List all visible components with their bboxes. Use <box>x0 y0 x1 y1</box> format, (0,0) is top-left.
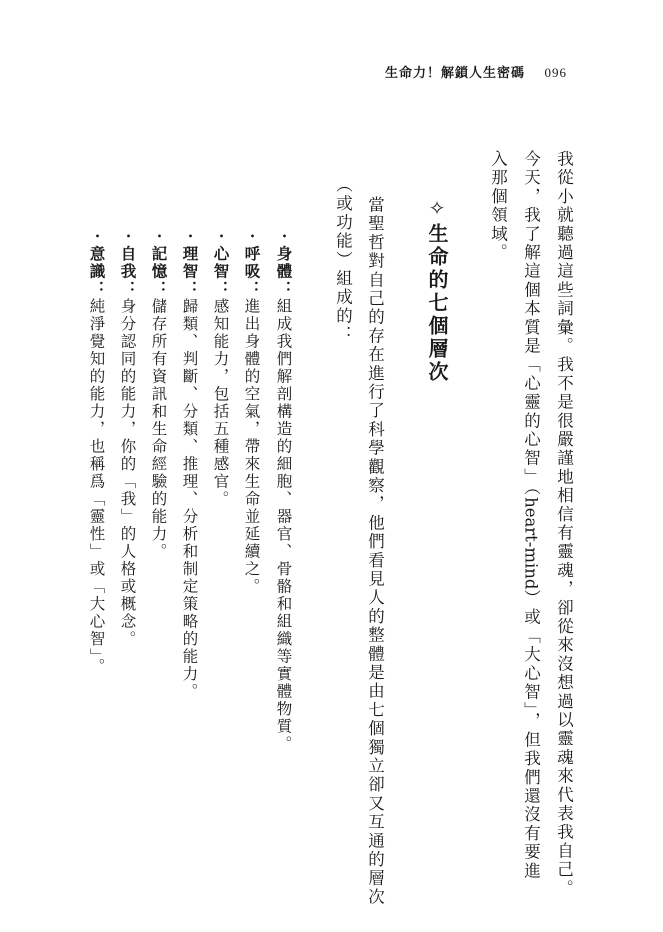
item-term: 理智： <box>180 245 199 298</box>
item-term: 記憶： <box>149 245 168 298</box>
running-header <box>385 62 567 81</box>
item-desc: 身分認同的能力，你的「我」的人格或概念。 <box>118 298 137 648</box>
item-desc: 感知能力，包括五種感官。 <box>211 298 230 508</box>
item-term: 呼吸： <box>242 245 261 298</box>
section-intro-line-2: （或功能）組成的： <box>333 176 353 345</box>
intro-line-2-latin: heart-mind <box>521 497 541 590</box>
bullet-icon: ・ <box>149 228 168 246</box>
item-term: 意識： <box>87 245 106 298</box>
list-item-memory <box>150 228 166 561</box>
list-item-body <box>275 228 291 753</box>
item-desc: 進出身體的空氣，帶來生命並延續之。 <box>242 298 261 596</box>
list-item-breath <box>243 228 259 596</box>
book-title: 生命力！解鎖人生密碼 <box>384 66 525 81</box>
bullet-icon: ・ <box>211 228 230 246</box>
item-desc: 組成我們解剖構造的細胞、器官、骨骼和組織等實體物質。 <box>274 298 293 753</box>
section-heading <box>423 196 452 384</box>
list-item-ego <box>119 228 135 648</box>
bullet-icon: ・ <box>180 228 199 246</box>
item-term: 身體： <box>274 245 293 298</box>
item-term: 心智： <box>211 245 230 298</box>
bullet-icon: ・ <box>87 228 106 246</box>
section-intro-line-1: 當聖哲對自己的存在進行了科學觀察，他們看見人的整體是由七個獨立卻又互通的層次 <box>365 196 385 907</box>
intro-line-1: 我從小就聽過這些詞彙。我不是很嚴謹地相信有靈魂，卻從來沒想過以靈魂來代表我自己。 <box>554 150 574 898</box>
page-number: 096 <box>544 65 567 80</box>
intro-line-2 <box>522 150 539 880</box>
item-desc: 儲存所有資訊和生命經驗的能力。 <box>149 298 168 561</box>
list-item-intellect <box>181 228 197 701</box>
item-term: 自我： <box>118 245 137 298</box>
item-desc: 歸類、判斷、分類、推理、分析和制定策略的能力。 <box>180 298 199 701</box>
list-item-mind <box>212 228 228 508</box>
list-item-consciousness <box>88 228 104 675</box>
intro-line-2-part-b: ）或「大心智」，但我們還沒有要進 <box>521 589 541 881</box>
bullet-icon: ・ <box>118 228 137 246</box>
diamond-icon: ✧ <box>425 196 449 223</box>
intro-line-2-part-a: 今天，我了解這個本質是「心靈的心智」（ <box>521 150 541 498</box>
bullet-icon: ・ <box>242 228 261 246</box>
intro-line-3: 入那個領域。 <box>488 150 508 263</box>
section-heading-text: 生命的七個層次 <box>425 223 449 384</box>
bullet-icon: ・ <box>274 228 293 246</box>
item-desc: 純淨覺知的能力，也稱爲「靈性」或「大心智」。 <box>87 298 106 676</box>
